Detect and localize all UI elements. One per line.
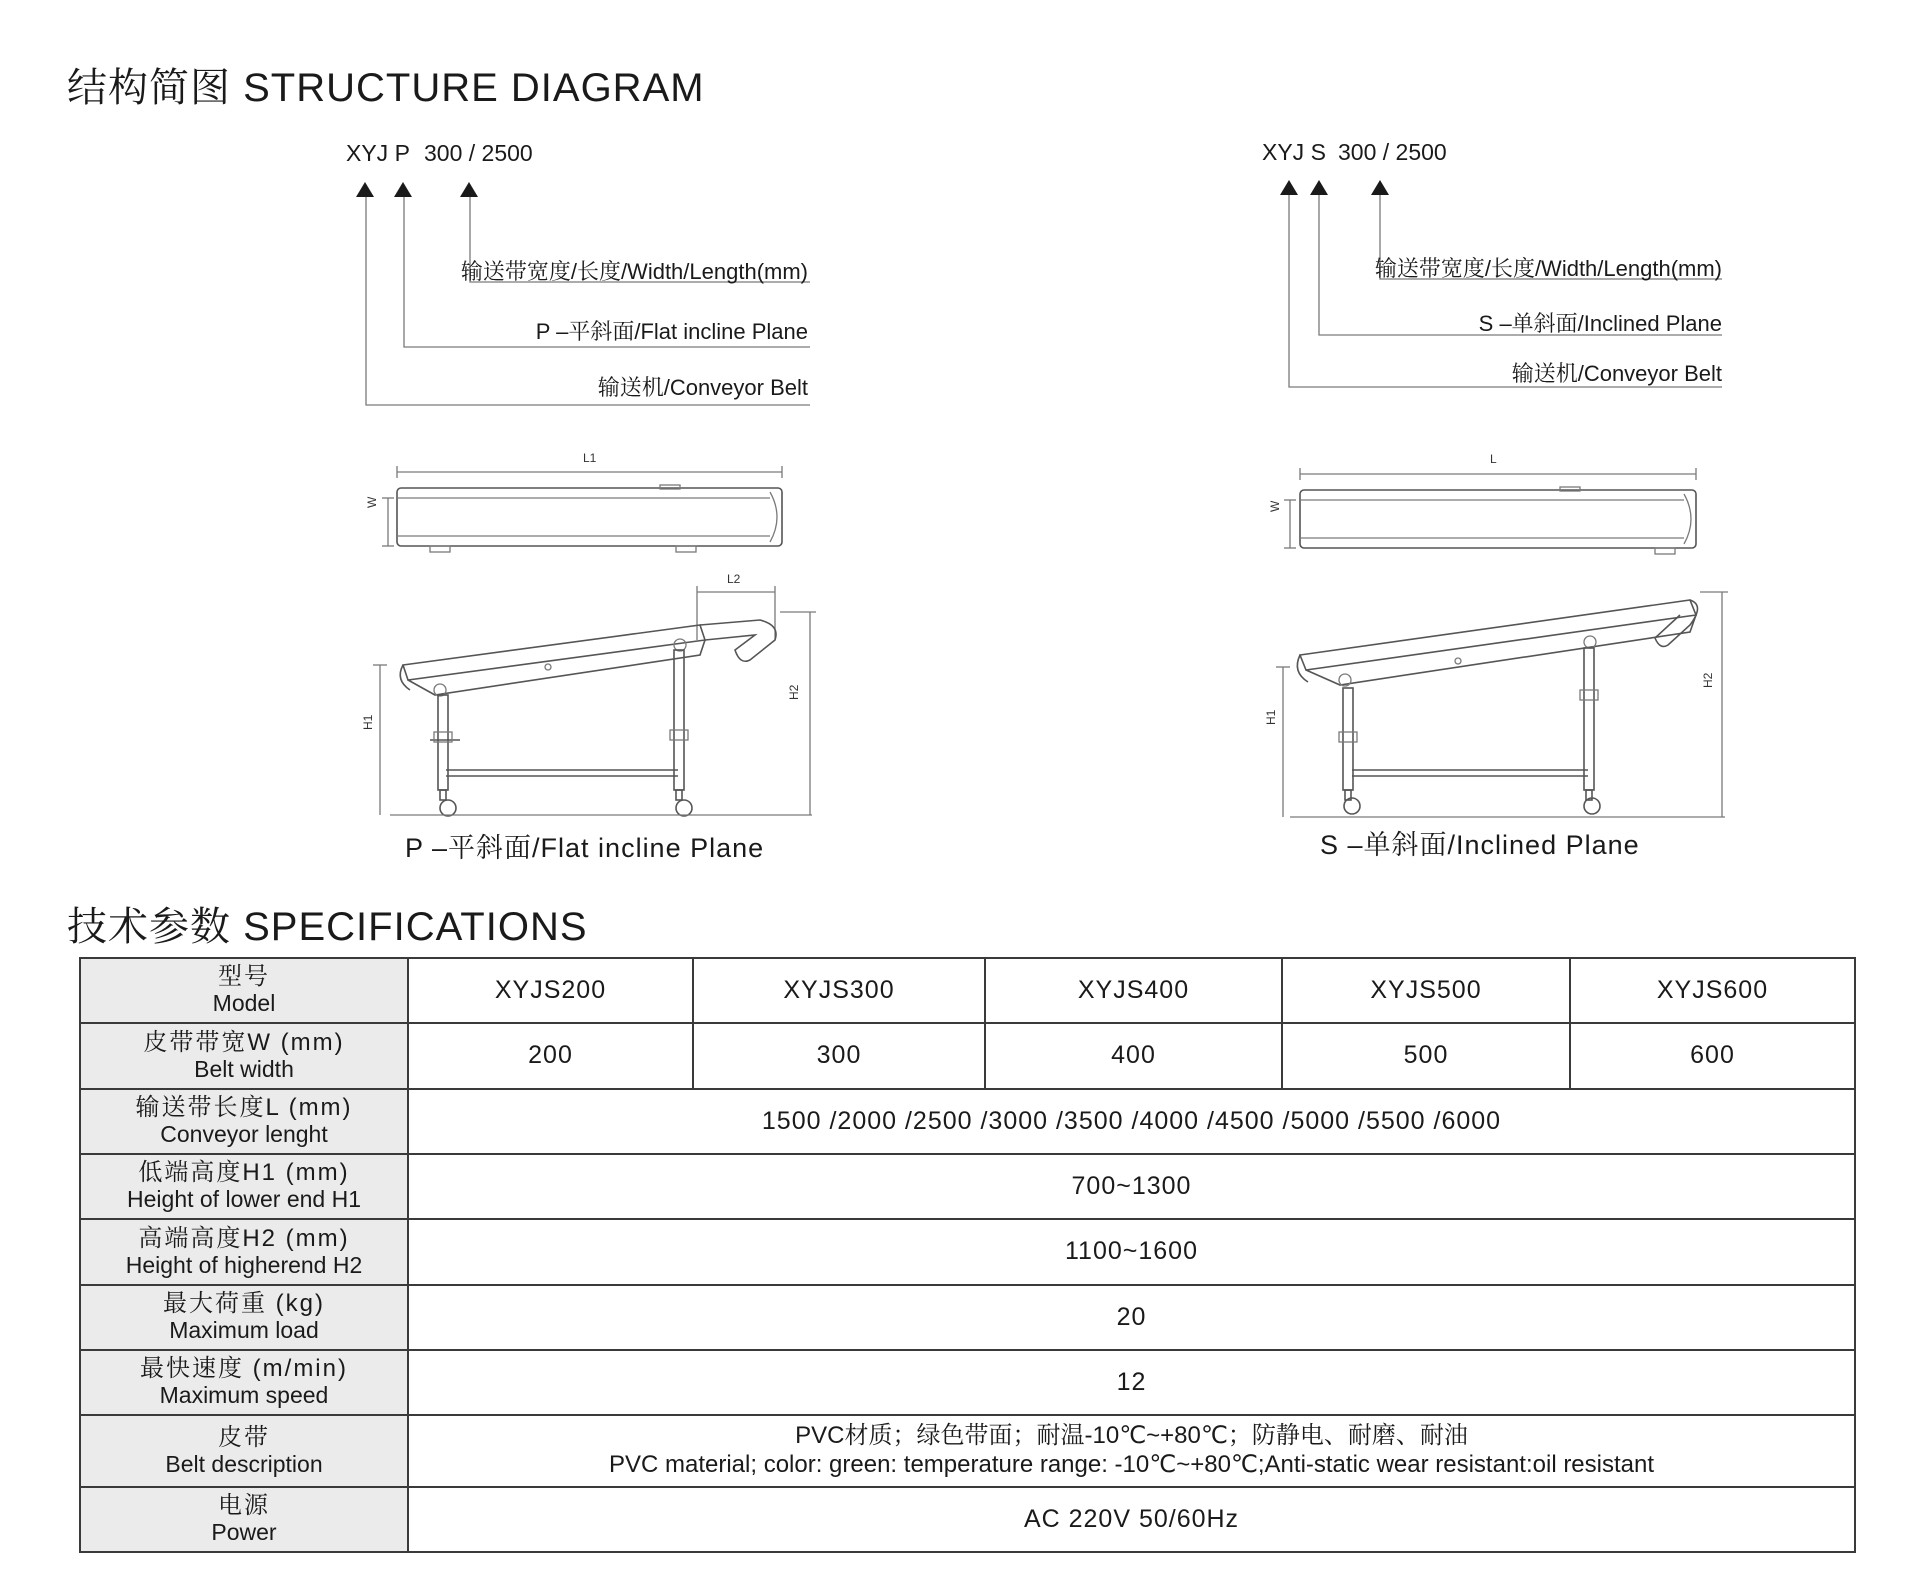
row-header: 皮带 Belt description	[80, 1415, 408, 1486]
table-row-power	[80, 1487, 1855, 1552]
table-row-belt-description	[80, 1415, 1855, 1486]
cell-max-speed: 12	[408, 1350, 1855, 1415]
cell-belt-width: 400	[985, 1023, 1282, 1088]
cell-h2: 1100~1600	[408, 1219, 1855, 1284]
left-dim-l2: L2	[727, 572, 741, 586]
table-row-h1	[80, 1154, 1855, 1219]
specifications-table	[79, 957, 1856, 1553]
left-label-flat-incline: P –平斜面/Flat incline Plane	[535, 319, 808, 344]
row-header: 电源 Power	[80, 1487, 408, 1552]
left-code-value: 300 / 2500	[424, 140, 533, 166]
left-caption: P –平斜面/Flat incline Plane	[405, 833, 765, 863]
left-dim-l1: L1	[583, 451, 597, 465]
right-dim-h2: H2	[1701, 672, 1715, 688]
cell-belt-width: 500	[1282, 1023, 1570, 1088]
row-header: 最大荷重 (kg) Maximum load	[80, 1285, 408, 1350]
table-row-max-speed	[80, 1350, 1855, 1415]
left-dim-h1: H1	[361, 714, 375, 730]
specifications-title: 技术参数 SPECIFICATIONS	[67, 905, 588, 949]
cell-power: AC 220V 50/60Hz	[408, 1487, 1855, 1552]
row-header: 最快速度 (m/min) Maximum speed	[80, 1350, 408, 1415]
cell-model: XYJS400	[985, 958, 1282, 1023]
right-label-inclined-plane: S –单斜面/Inclined Plane	[1478, 311, 1722, 336]
row-header: 皮带带宽W (mm) Belt width	[80, 1023, 408, 1088]
table-row-h2	[80, 1219, 1855, 1284]
cell-belt-description	[408, 1415, 1855, 1486]
cell-max-load: 20	[408, 1285, 1855, 1350]
table-row-belt-width	[80, 1023, 1855, 1088]
left-code-prefix: XYJ P	[346, 140, 410, 166]
row-header: 高端高度H2 (mm) Height of higherend H2	[80, 1219, 408, 1284]
cell-model: XYJS600	[1570, 958, 1855, 1023]
left-dim-h2: H2	[787, 684, 801, 700]
right-side-view	[1276, 592, 1728, 817]
cell-model: XYJS500	[1282, 958, 1570, 1023]
belt-description-en: PVC material; color: green: temperature range: -10℃~+80℃;Anti-static wear resistant:oil resistant	[608, 1450, 1655, 1478]
row-header: 低端高度H1 (mm) Height of lower end H1	[80, 1154, 408, 1219]
table-row-model	[80, 958, 1855, 1023]
cell-conveyor-length: 1500 /2000 /2500 /3000 /3500 /4000 /4500 /5000 /5500 /6000	[408, 1089, 1855, 1154]
left-label-conveyor-belt: 输送机/Conveyor Belt	[597, 375, 808, 400]
right-dim-l: L	[1490, 452, 1497, 466]
right-dim-h1: H1	[1264, 709, 1278, 725]
cell-h1: 700~1300	[408, 1154, 1855, 1219]
cell-belt-width: 600	[1570, 1023, 1855, 1088]
cell-belt-width: 200	[408, 1023, 693, 1088]
left-dim-w-top: W	[365, 496, 379, 508]
right-top-view	[1284, 468, 1696, 554]
structure-title: 结构简图 STRUCTURE DIAGRAM	[67, 66, 705, 110]
table-row-conveyor-length	[80, 1089, 1855, 1154]
belt-description-zh: PVC材质；绿色带面；耐温-10℃~+80℃；防静电、耐磨、耐油	[795, 1422, 1468, 1450]
right-caption: S –单斜面/Inclined Plane	[1320, 830, 1640, 860]
right-dim-w-top: W	[1268, 500, 1282, 512]
right-code-prefix: XYJ S	[1262, 139, 1326, 165]
cell-belt-width: 300	[693, 1023, 985, 1088]
left-label-width-length: 输送带宽度/长度/Width/Length(mm)	[460, 259, 808, 284]
cell-model: XYJS200	[408, 958, 693, 1023]
right-label-width-length: 输送带宽度/长度/Width/Length(mm)	[1374, 256, 1722, 281]
right-label-conveyor-belt: 输送机/Conveyor Belt	[1511, 361, 1722, 386]
row-header: 型号 Model	[80, 958, 408, 1023]
cell-model: XYJS300	[693, 958, 985, 1023]
right-code-value: 300 / 2500	[1338, 139, 1447, 165]
row-header: 输送带长度L (mm) Conveyor lenght	[80, 1089, 408, 1154]
table-row-max-load	[80, 1285, 1855, 1350]
